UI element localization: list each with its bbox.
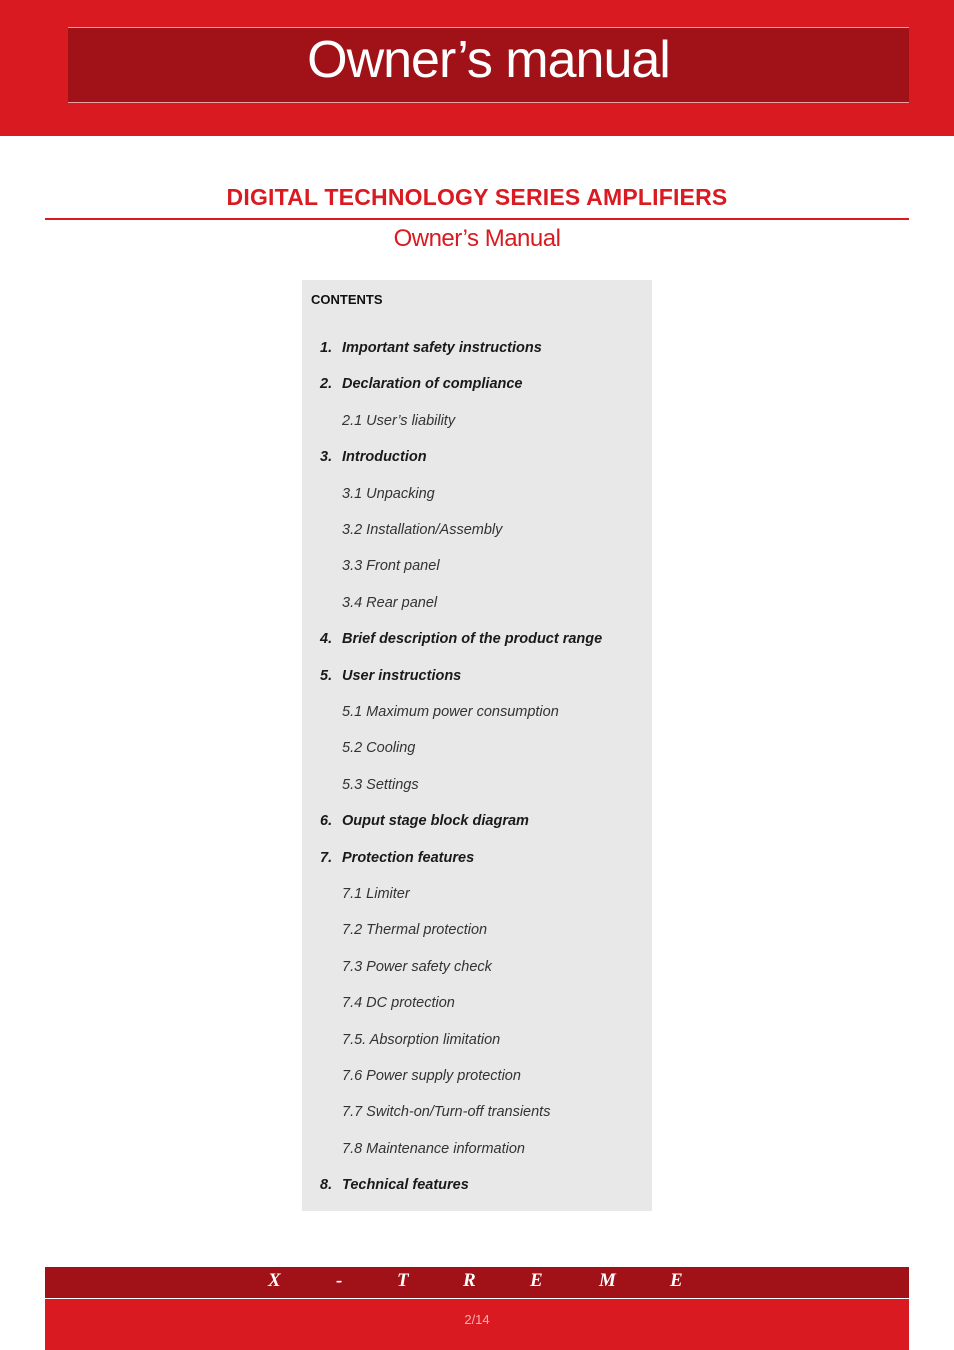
table-of-contents: [302, 280, 652, 1211]
toc-label: 7.1 Limiter: [342, 886, 410, 902]
document-subtitle: Owner’s Manual: [393, 225, 561, 252]
toc-label: 3.4 Rear panel: [342, 595, 438, 611]
toc-subsection[interactable]: [342, 1068, 521, 1084]
toc-subsection[interactable]: [342, 886, 410, 902]
brand-letter: E: [670, 1270, 683, 1291]
toc-section-number: 1.: [320, 340, 333, 356]
brand-letter: E: [530, 1270, 543, 1291]
toc-label: 7.3 Power safety check: [342, 959, 492, 975]
toc-subsection[interactable]: [342, 1032, 500, 1048]
brand-letter: M: [599, 1270, 616, 1291]
toc-subsection[interactable]: [342, 486, 435, 502]
contents-title: CONTENTS: [311, 292, 383, 307]
toc-subsection[interactable]: [342, 959, 492, 975]
toc-section[interactable]: [320, 449, 427, 465]
toc-subsection[interactable]: [342, 922, 487, 938]
toc-label: Protection features: [342, 850, 475, 866]
toc-section[interactable]: [320, 376, 523, 392]
toc-label: 5.3 Settings: [342, 777, 419, 793]
page-number: 2/14: [464, 1312, 490, 1327]
toc-label: 3.1 Unpacking: [342, 486, 435, 502]
toc-label: 7.8 Maintenance information: [342, 1141, 525, 1157]
toc-label: 7.5. Absorption limitation: [342, 1032, 501, 1048]
brand-letter: T: [397, 1270, 409, 1291]
toc-section-number: 3.: [320, 449, 333, 465]
heading-divider: [45, 218, 909, 220]
toc-label: 5.2 Cooling: [342, 740, 416, 756]
toc-label: Ouput stage block diagram: [342, 813, 529, 829]
toc-label: Declaration of compliance: [342, 376, 523, 392]
toc-subsection[interactable]: [342, 413, 455, 429]
toc-section-number: 2.: [320, 376, 333, 392]
header-title-box: [68, 27, 909, 103]
toc-label: 7.2 Thermal protection: [342, 922, 488, 938]
toc-section[interactable]: [320, 850, 474, 866]
footer-brand-band: [45, 1267, 909, 1298]
toc-section[interactable]: [320, 813, 529, 829]
page-title: Owner’s manual: [307, 31, 670, 89]
toc-section-number: 7.: [320, 850, 333, 866]
toc-subsection[interactable]: [342, 704, 559, 720]
toc-subsection[interactable]: [342, 522, 502, 538]
toc-label: 3.3 Front panel: [342, 558, 440, 574]
brand-letter: -: [336, 1270, 343, 1291]
toc-subsection[interactable]: [342, 595, 437, 611]
toc-label: 7.4 DC protection: [342, 995, 455, 1011]
toc-label: 7.6 Power supply protection: [342, 1068, 521, 1084]
toc-subsection[interactable]: [342, 740, 415, 756]
toc-subsection[interactable]: [342, 995, 455, 1011]
toc-label: 7.7 Switch-on/Turn-off transients: [342, 1104, 551, 1120]
toc-label: User instructions: [342, 668, 462, 684]
toc-label: 3.2 Installation/Assembly: [342, 522, 503, 538]
toc-label: Technical features: [342, 1177, 469, 1193]
toc-section-number: 8.: [320, 1177, 333, 1193]
toc-section-number: 6.: [320, 813, 333, 829]
toc-section-number: 4.: [320, 631, 333, 647]
brand-letter: X: [268, 1270, 281, 1291]
toc-section[interactable]: [320, 668, 461, 684]
toc-section[interactable]: [320, 340, 542, 356]
toc-subsection[interactable]: [342, 558, 440, 574]
toc-label: 5.1 Maximum power consumption: [342, 704, 559, 720]
toc-label: Brief description of the product range: [342, 631, 603, 647]
toc-section[interactable]: [320, 631, 602, 647]
toc-subsection[interactable]: [342, 777, 419, 793]
toc-section[interactable]: [320, 1177, 469, 1193]
toc-subsection[interactable]: [342, 1141, 525, 1157]
toc-label: Important safety instructions: [342, 340, 542, 356]
series-heading: DIGITAL TECHNOLOGY SERIES AMPLIFIERS: [226, 184, 728, 210]
toc-label: 2.1 User’s liability: [342, 413, 456, 429]
toc-section-number: 5.: [320, 668, 333, 684]
toc-label: Introduction: [342, 449, 427, 465]
brand-letter: R: [463, 1270, 476, 1291]
toc-subsection[interactable]: [342, 1104, 550, 1120]
